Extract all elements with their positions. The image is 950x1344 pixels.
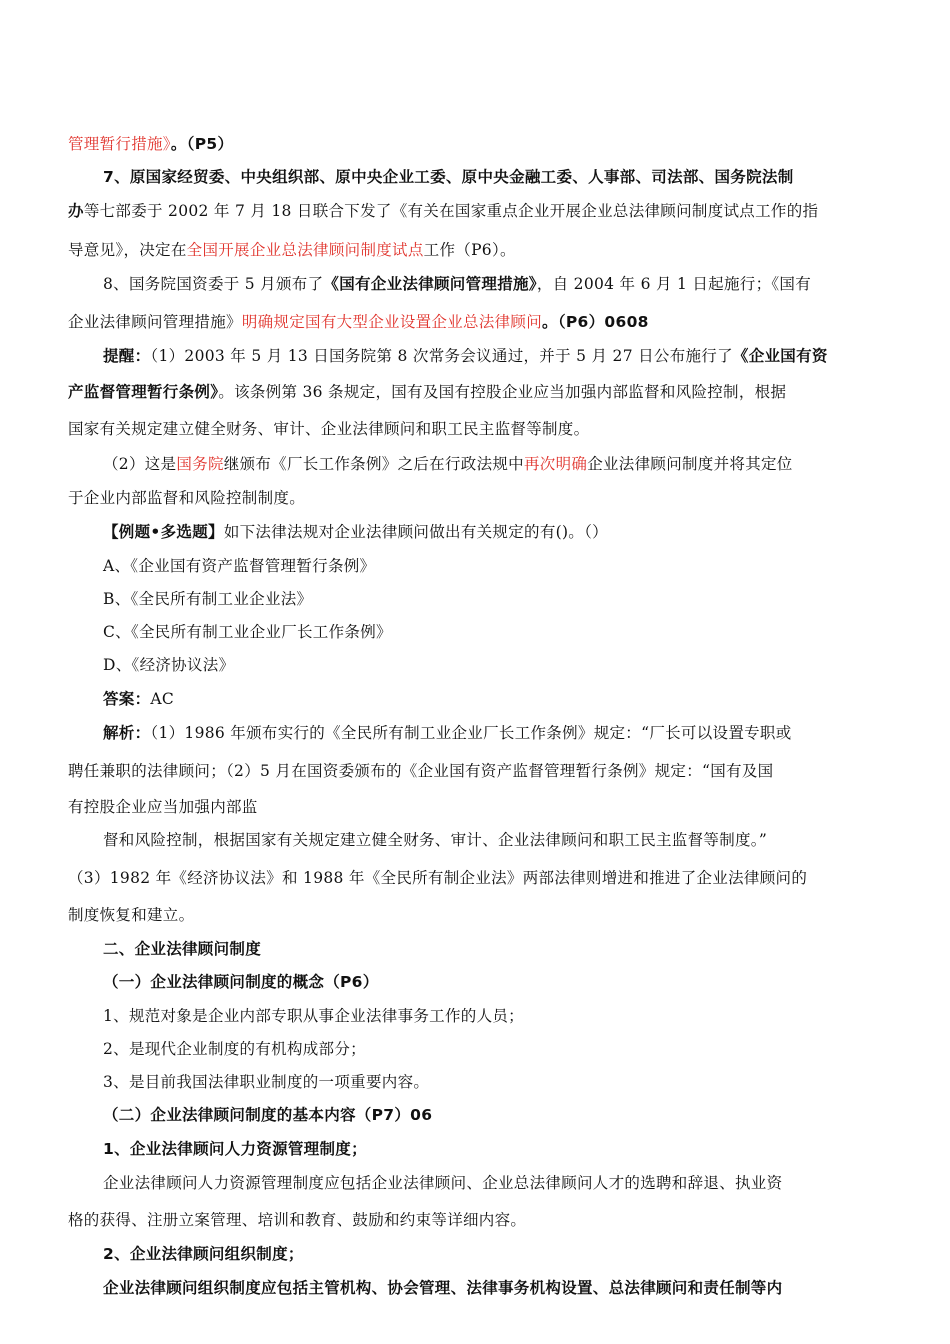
line-text: （1）2003 年 5 月 13 日国务院第 8 次常务会议通过，并于 5 月 27 日公布施行了 (150, 347, 733, 365)
bold-text: 《国有企业法律顾问管理措施》 (323, 275, 537, 293)
line-text: 3、是目前我国法律职业制度的一项重要内容。 (103, 1073, 430, 1091)
text-line (103, 1173, 782, 1193)
option-b (103, 589, 312, 609)
list-item (103, 1039, 366, 1059)
text-line (103, 167, 794, 187)
line-text: 办 (68, 202, 84, 220)
text-line (68, 797, 258, 817)
line-text: 有控股企业应当加强内部监 (68, 798, 258, 816)
heading-text: （二）企业法律顾问制度的基本内容（P7）06 (103, 1106, 433, 1124)
line-text: ，自 2004 年 6 月 1 日起施行；《国有 (536, 275, 812, 293)
option-text: C、《全民所有制工业企业厂长工作条例》 (103, 623, 392, 641)
item-heading (103, 1244, 304, 1264)
text-line (103, 830, 767, 850)
option-d (103, 655, 234, 675)
text-line (68, 905, 194, 925)
line-text: 。该条例第 36 条规定，国有及国有控股企业应当加强内部监督和风险控制，根据 (218, 383, 787, 401)
line-text: 工作（P6）。 (423, 241, 516, 259)
line-text: 7、原国家经贸委、中央组织部、原中央企业工委、原中央金融工委、人事部、司法部、国务院法制 (103, 168, 794, 186)
bold-text: 提醒： (103, 347, 151, 365)
text-line (68, 240, 516, 260)
answer-line (103, 689, 174, 709)
line-text: （2）这是 (103, 455, 177, 473)
line-text: 企业法律顾问制度并将其定位 (587, 455, 793, 473)
text-line (103, 346, 828, 366)
analysis-line (103, 723, 792, 743)
line-text: 8、国务院国资委于 5 月颁布了 (103, 275, 324, 293)
line-text: 制度恢复和建立。 (68, 906, 195, 924)
line-text: 格的获得、注册立案管理、培训和教育、鼓励和约束等详细内容。 (68, 1211, 527, 1229)
text-line (68, 312, 649, 332)
item-heading (103, 1139, 367, 1159)
line-text: 聘任兼职的法律顾问；（2）5 月在国资委颁布的《企业国有资产监督管理暂行条例》规定：“国有及国 (68, 762, 774, 780)
subsection-heading (103, 1105, 432, 1125)
line-text: 。（P6）0608 (542, 313, 649, 331)
highlight-text: 全国开展企业总法律顾问制度试点 (186, 241, 424, 259)
answer-label: 答案： (103, 690, 151, 708)
text-line (103, 454, 793, 474)
highlight-text: 国务院 (176, 455, 224, 473)
bold-text: 产监督管理暂行条例》 (68, 383, 219, 401)
line-text: 1、规范对象是企业内部专职从事企业法律事务工作的人员； (103, 1007, 524, 1025)
question-line (103, 522, 608, 542)
text-line (103, 274, 811, 294)
question-tag: 【例题•多选题】 (103, 523, 224, 541)
text-line (68, 761, 773, 781)
highlight-text: 再次明确 (523, 455, 588, 473)
text-line (103, 1278, 782, 1298)
text-line (68, 134, 233, 154)
heading-text: 二、企业法律顾问制度 (103, 940, 262, 958)
line-text: 继颁布《厂长工作条例》之后在行政法规中 (223, 455, 524, 473)
line-text: 企业法律顾问管理措施》 (68, 313, 242, 331)
option-text: D、《经济协议法》 (103, 656, 235, 674)
line-text: 等七部委于 2002 年 7 月 18 日联合下发了《有关在国家重点企业开展企业总法律顾问制度试点工作的指 (83, 202, 819, 220)
text-line (68, 201, 818, 221)
line-text: 国家有关规定建立健全财务、审计、企业法律顾问和职工民主监督等制度。 (68, 420, 590, 438)
answer-value: AC (150, 690, 175, 708)
bold-text: 《企业国有资 (732, 347, 828, 365)
text-line (68, 868, 807, 888)
line-text: 企业法律顾问组织制度应包括主管机构、协会管理、法律事务机构设置、总法律顾问和责任制等内 (103, 1279, 783, 1297)
question-text: 如下法律法规对企业法律顾问做出有关规定的有()。（） (223, 523, 608, 541)
section-heading (103, 939, 261, 959)
heading-text: （一）企业法律顾问制度的概念（P6） (103, 973, 379, 991)
text-line (68, 382, 786, 402)
highlight-text: 明确规定国有大型企业设置企业总法律顾问 (241, 313, 543, 331)
line-text: 企业法律顾问人力资源管理制度应包括企业法律顾问、企业总法律顾问人才的选聘和辞退、执业资 (103, 1174, 783, 1192)
heading-text: 1、企业法律顾问人力资源管理制度； (103, 1140, 367, 1158)
text-line (68, 419, 589, 439)
list-item (103, 1072, 429, 1092)
text-line (68, 1210, 526, 1230)
line-text: 于企业内部监督和风险控制制度。 (68, 489, 306, 507)
text-line (68, 488, 305, 508)
option-text: A、《企业国有资产监督管理暂行条例》 (103, 557, 376, 575)
option-text: B、《全民所有制工业企业法》 (103, 590, 313, 608)
line-text: 导意见》，决定在 (68, 241, 187, 259)
line-text: （1）1986 年颁布实行的《全民所有制工业企业厂长工作条例》规定：“厂长可以设置专职或 (150, 724, 792, 742)
subsection-heading (103, 972, 379, 992)
option-c (103, 622, 392, 642)
line-text: 。（P5） (170, 135, 234, 153)
line-text: （3）1982 年《经济协议法》和 1988 年《全民所有制企业法》两部法律则增进和推进了企业法律顾问的 (68, 869, 808, 887)
analysis-label: 解析： (103, 724, 151, 742)
highlight-text: 管理暂行措施》 (68, 135, 171, 153)
line-text: 督和风险控制，根据国家有关规定建立健全财务、审计、企业法律顾问和职工民主监督等制度。” (103, 831, 768, 849)
heading-text: 2、企业法律顾问组织制度； (103, 1245, 304, 1263)
line-text: 2、是现代企业制度的有机构成部分； (103, 1040, 366, 1058)
list-item (103, 1006, 524, 1026)
option-a (103, 556, 375, 576)
